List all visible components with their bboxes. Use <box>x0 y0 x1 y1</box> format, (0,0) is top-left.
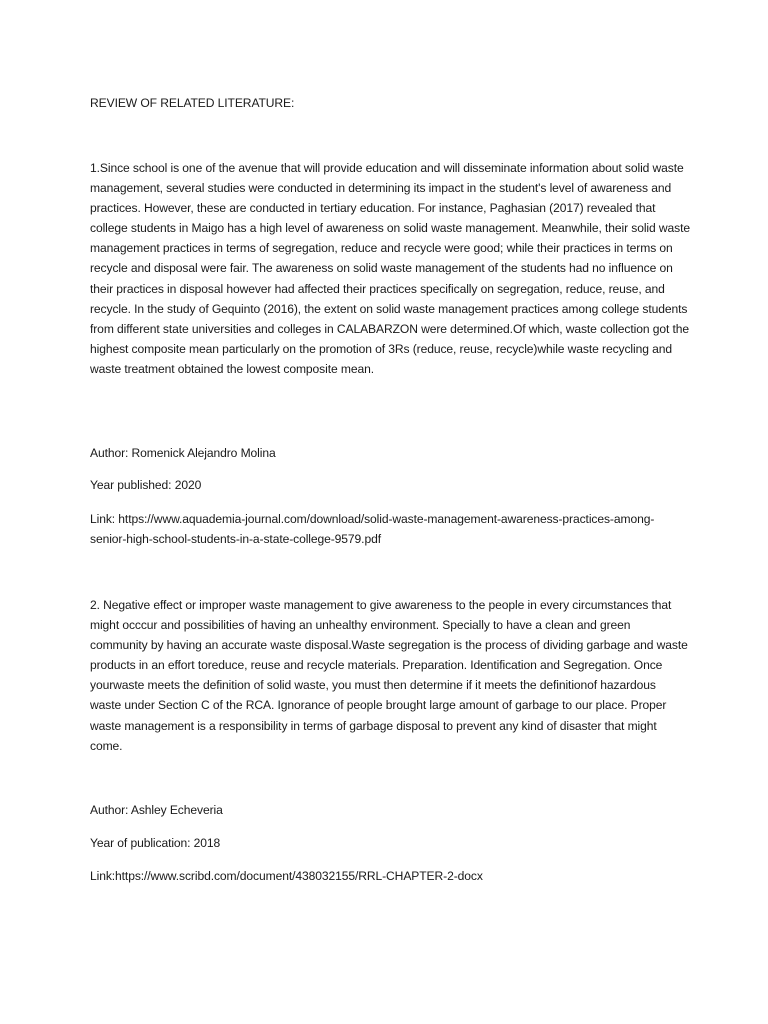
document-heading: REVIEW OF RELATED LITERATURE: <box>90 96 295 110</box>
entry-2-paragraph: 2. Negative effect or improper waste management to give awareness to the people in every circumstances that might occcur and possibilities of having an unhealthy environment. Specially to have a clean and green community by having an accurate waste disposal.Waste segregation is the process of dividing garbage and waste products in an effort toreduce, reuse and recycle materials. Preparation. Identification and Segregation. Once yourwaste meets the definition of solid waste, you must then determine if it meets the definitionof hazardous waste under Section C of the RCA. Ignorance of people brought large amount of garbage to our place. Proper waste management is a responsibility in terms of garbage disposal to prevent any kind of disaster that might come. <box>90 598 688 753</box>
entry-1-year: Year published: 2020 <box>90 478 202 492</box>
entry-1-link: Link: https://www.aquademia-journal.com/download/solid-waste-management-awareness-practices-among-senior-high-school-students-in-a-state-college-9579.pdf <box>90 512 655 546</box>
entry-2-author: Author: Ashley Echeveria <box>90 803 223 817</box>
entry-2-link: Link:https://www.scribd.com/document/438032155/RRL-CHAPTER-2-docx <box>90 869 483 883</box>
entry-2-year: Year of publication: 2018 <box>90 836 221 850</box>
entry-1-author: Author: Romenick Alejandro Molina <box>90 446 276 460</box>
entry-1-paragraph: 1.Since school is one of the avenue that will provide education and will disseminate information about solid waste management, several studies were conducted in determining its impact in the student's level of awareness and practices. However, these are conducted in tertiary education. For instance, Paghasian (2017) revealed that college students in Maigo has a high level of awareness on solid waste management. Meanwhile, their solid waste management practices in terms of segregation, reduce and recycle were good; while their practices in terms on recycle and disposal were fair. The awareness on solid waste management of the students had no influence on their practices in disposal however had affected their practices specifically on segregation, reduce, reuse, and recycle. In the study of Gequinto (2016), the extent on solid waste management practices among college students from different state universities and colleges in CALABARZON were determined.Of which, waste collection got the highest composite mean particularly on the promotion of 3Rs (reduce, reuse, recycle)while waste recycling and waste treatment obtained the lowest composite mean. <box>90 161 690 376</box>
